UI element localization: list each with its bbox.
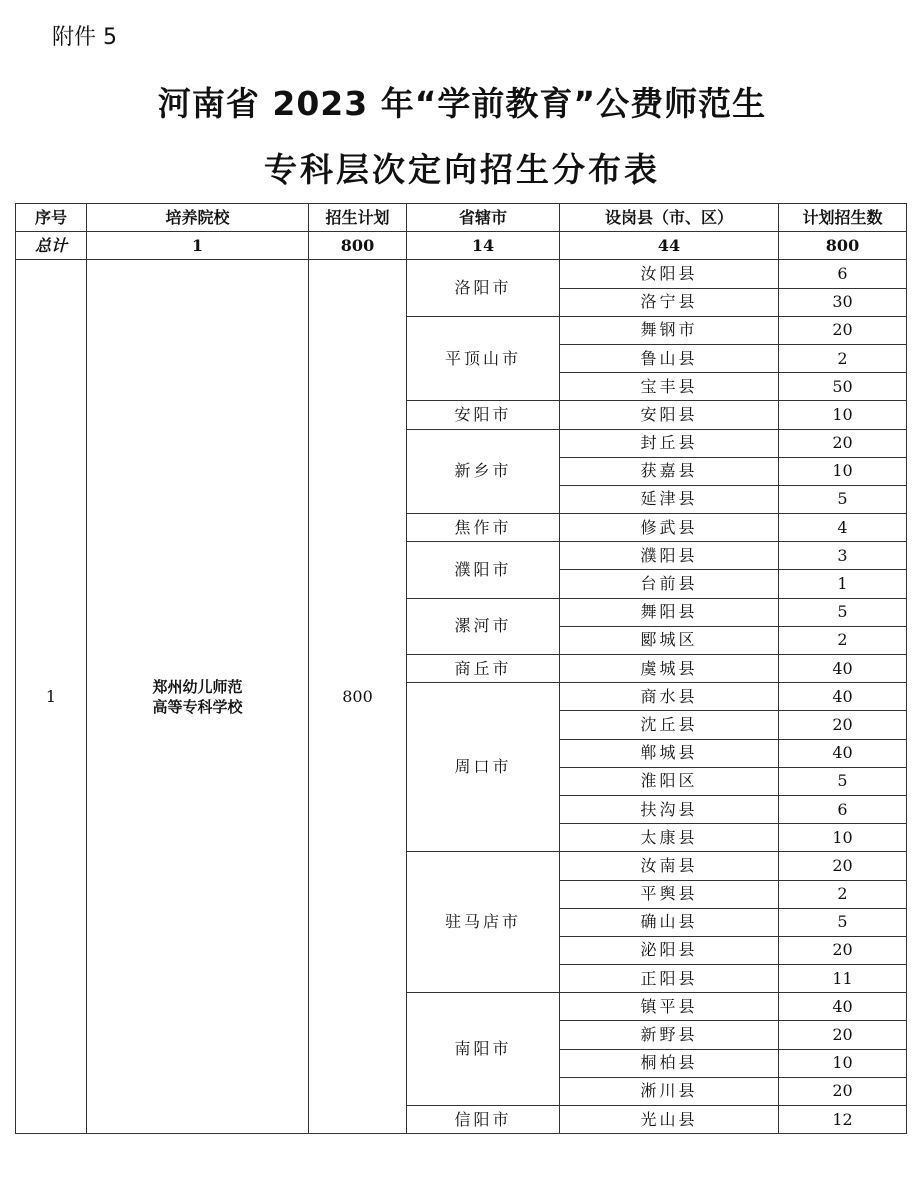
count-cell: 3: [779, 542, 907, 570]
city-cell: 新乡市: [407, 429, 560, 514]
county-cell: 濮阳县: [560, 542, 779, 570]
count-cell: 2: [779, 344, 907, 372]
county-cell: 鲁山县: [560, 344, 779, 372]
count-cell: 4: [779, 514, 907, 542]
city-cell: 商丘市: [407, 655, 560, 683]
county-cell: 沈丘县: [560, 711, 779, 739]
city-cell: 洛阳市: [407, 260, 560, 316]
count-cell: 20: [779, 1077, 907, 1105]
county-cell: 汝阳县: [560, 260, 779, 288]
county-cell: 获嘉县: [560, 457, 779, 485]
count-cell: 20: [779, 429, 907, 457]
header-county: 设岗县（市、区）: [560, 204, 779, 232]
count-cell: 5: [779, 767, 907, 795]
county-cell: 封丘县: [560, 429, 779, 457]
total-cities: 14: [407, 232, 560, 260]
county-cell: 郾城区: [560, 626, 779, 654]
count-cell: 1: [779, 570, 907, 598]
count-cell: 6: [779, 795, 907, 823]
count-cell: 20: [779, 936, 907, 964]
county-cell: 修武县: [560, 514, 779, 542]
county-cell: 宝丰县: [560, 373, 779, 401]
total-schools: 1: [87, 232, 309, 260]
count-cell: 20: [779, 711, 907, 739]
count-cell: 50: [779, 373, 907, 401]
title-line-2: 专科层次定向招生分布表: [264, 150, 660, 189]
city-cell: 南阳市: [407, 993, 560, 1106]
county-cell: 镇平县: [560, 993, 779, 1021]
county-cell: 舞钢市: [560, 316, 779, 344]
entry-index: 1: [16, 260, 87, 1134]
county-cell: 确山县: [560, 908, 779, 936]
count-cell: 2: [779, 626, 907, 654]
county-cell: 泌阳县: [560, 936, 779, 964]
school-cell: [87, 260, 309, 1134]
count-cell: 10: [779, 824, 907, 852]
count-cell: 11: [779, 965, 907, 993]
count-cell: 30: [779, 288, 907, 316]
table-row: [16, 260, 907, 288]
city-cell: 平顶山市: [407, 316, 560, 401]
count-cell: 10: [779, 1049, 907, 1077]
count-cell: 40: [779, 683, 907, 711]
header-count: 计划招生数: [779, 204, 907, 232]
count-cell: 20: [779, 1021, 907, 1049]
count-cell: 40: [779, 655, 907, 683]
count-cell: 20: [779, 852, 907, 880]
county-cell: 淅川县: [560, 1077, 779, 1105]
city-cell: 信阳市: [407, 1106, 560, 1134]
county-cell: 太康县: [560, 824, 779, 852]
county-cell: 洛宁县: [560, 288, 779, 316]
header-city: 省辖市: [407, 204, 560, 232]
count-cell: 5: [779, 485, 907, 513]
count-cell: 5: [779, 598, 907, 626]
city-cell: 濮阳市: [407, 542, 560, 598]
city-cell: 周口市: [407, 683, 560, 852]
school-name-line-2: 高等专科学校: [152, 697, 243, 716]
count-cell: 10: [779, 401, 907, 429]
count-cell: 12: [779, 1106, 907, 1134]
header-plan: 招生计划: [309, 204, 407, 232]
attachment-label: 附件 5: [52, 25, 117, 50]
distribution-table: [15, 203, 907, 1134]
total-counties: 44: [560, 232, 779, 260]
county-cell: 虞城县: [560, 655, 779, 683]
total-count: 800: [779, 232, 907, 260]
county-cell: 光山县: [560, 1106, 779, 1134]
county-cell: 安阳县: [560, 401, 779, 429]
county-cell: 郸城县: [560, 739, 779, 767]
count-cell: 10: [779, 457, 907, 485]
county-cell: 台前县: [560, 570, 779, 598]
header-school: 培养院校: [87, 204, 309, 232]
school-name-line-1: 郑州幼儿师范: [152, 677, 243, 696]
city-cell: 焦作市: [407, 514, 560, 542]
count-cell: 40: [779, 993, 907, 1021]
county-cell: 平舆县: [560, 880, 779, 908]
county-cell: 商水县: [560, 683, 779, 711]
header-index: 序号: [16, 204, 87, 232]
title-line-1: 河南省 2023 年“学前教育”公费师范生: [157, 84, 767, 123]
count-cell: 2: [779, 880, 907, 908]
total-plan: 800: [309, 232, 407, 260]
entry-plan: 800: [309, 260, 407, 1134]
county-cell: 正阳县: [560, 965, 779, 993]
county-cell: 新野县: [560, 1021, 779, 1049]
count-cell: 20: [779, 316, 907, 344]
county-cell: 扶沟县: [560, 795, 779, 823]
county-cell: 桐柏县: [560, 1049, 779, 1077]
total-label: 总计: [16, 232, 87, 260]
count-cell: 40: [779, 739, 907, 767]
city-cell: 漯河市: [407, 598, 560, 654]
city-cell: 安阳市: [407, 401, 560, 429]
count-cell: 6: [779, 260, 907, 288]
county-cell: 淮阳区: [560, 767, 779, 795]
county-cell: 舞阳县: [560, 598, 779, 626]
county-cell: 汝南县: [560, 852, 779, 880]
city-cell: 驻马店市: [407, 852, 560, 993]
header-row: [16, 204, 907, 232]
count-cell: 5: [779, 908, 907, 936]
county-cell: 延津县: [560, 485, 779, 513]
total-row: [16, 232, 907, 260]
